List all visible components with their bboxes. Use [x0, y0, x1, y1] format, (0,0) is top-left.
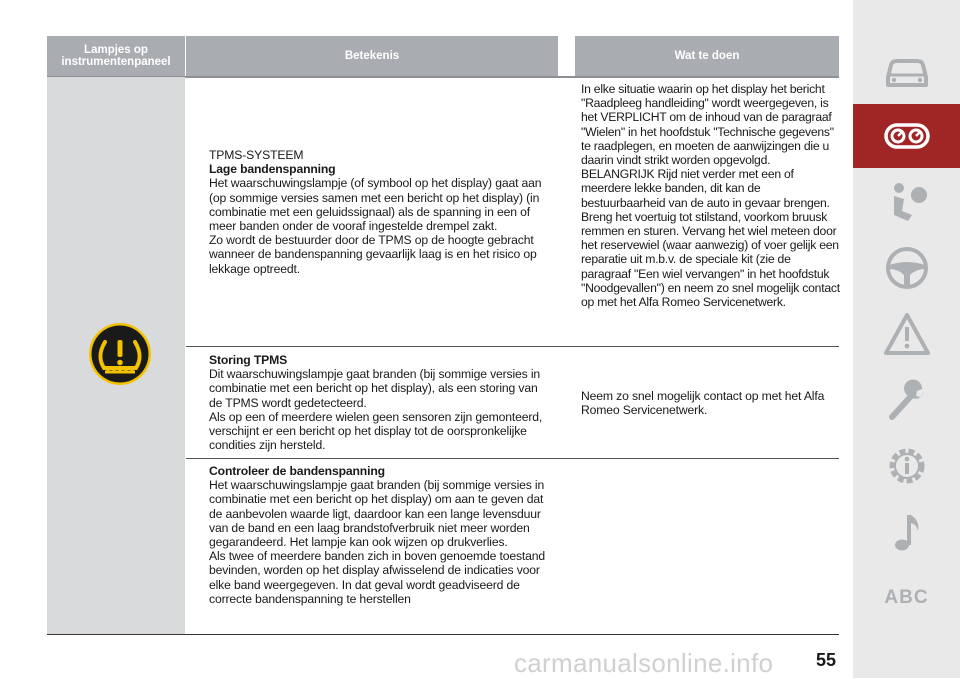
header-wat-te-doen [575, 36, 839, 76]
sidebar-item-dashboard[interactable] [853, 104, 960, 168]
sidebar-item-car[interactable] [853, 38, 960, 102]
row1-title: Lage bandenspanning [209, 162, 336, 177]
row-separator-1 [186, 346, 839, 347]
row-separator-2 [186, 458, 839, 459]
row3-meaning [209, 464, 551, 606]
sidebar-item-airbag[interactable] [853, 170, 960, 234]
row2-body: Dit waarschuwingslampje gaat branden (bij sommige versies in combinatie met een bericht op het display), als een storing van de TPMS wordt gedetecteerd. Als op een of meerdere wielen geen sensoren zijn gemonteerd, verschijnt er een bericht op het display tot de oorspronkelijke condities zijn hersteld. [209, 367, 543, 453]
car-icon [882, 47, 932, 93]
sidebar-item-steering[interactable] [853, 236, 960, 300]
warning-triangle-icon [882, 311, 932, 357]
row1-meaning [209, 148, 551, 276]
wrench-icon [882, 377, 932, 423]
sidebar-item-warning[interactable] [853, 302, 960, 366]
dashboard-icon [882, 113, 932, 159]
sidebar-item-info[interactable] [853, 434, 960, 498]
table-bottom-line [47, 634, 839, 635]
sidebar-item-wrench[interactable] [853, 368, 960, 432]
tpms-warning-lamp-icon [88, 322, 152, 386]
row3-title: Controleer de bandenspanning [209, 464, 385, 478]
header-betekenis-label: Betekenis [344, 50, 400, 62]
watermark: carmanualsonline.info [514, 648, 774, 678]
sidebar-item-abc[interactable] [853, 566, 960, 630]
header-betekenis [186, 36, 558, 76]
header-lampjes [47, 36, 185, 76]
row2-meaning [209, 353, 554, 452]
page-number: 55 [816, 650, 837, 670]
info-gear-icon [882, 443, 932, 489]
row1-body: Het waarschuwingslampje (of symbool op het display) gaat aan (op sommige versies samen met een bericht op het display) (in combinatie met een geluidssignaal) als de spanning in een of meer banden onder de vooraf ingestelde drempel zakt. Zo wordt de bestuurder door de TPMS op de hoogte gebracht wanneer de bandenspanning gevaarlijk laag is en het risico op lekkage optreedt. [209, 176, 542, 276]
row2-action: Neem zo snel mogelijk contact op met het Alfa Romeo Servicenetwerk. [581, 389, 825, 418]
header-lampjes-label: Lampjes op instrumentenpaneel [61, 44, 171, 68]
row2-title: Storing TPMS [209, 353, 288, 367]
header-wat-te-doen-label: Wat te doen [674, 50, 740, 62]
row3-body: Het waarschuwingslampje gaat branden (bij sommige versies in combinatie met een bericht op het display) om aan te geven dat de aanbevolen waarde ligt, daardoor kan een lange levensduur van de band en een laag brandstofverbruik niet meer worden gegarandeerd. Het lampje kan ook wijzen op drukverlies. Als twee of meerdere banden zich in boven genoemde toestand bevinden, worden op het display afwisselend de indicaties voor elke band weergegeven. In dat geval wordt geadviseerd de correcte bandenspanning te herstellen [209, 478, 546, 606]
row1-action: In elke situatie waarin op het display het bericht "Raadpleeg handleiding" wordt weergegeven, is het VERPLICHT om de inhoud van de paragraaf "Wielen" in het hoofdstuk "Technische gegevens" te raadplegen, en moeten de aanwijzingen die u daarin vindt strikt worden opgevolgd. BELANGRIJK Rijd niet verder met een of meerdere lekke banden, dit kan de bestuurbaarheid van de auto in gevaar brengen. Breng het voertuig tot stilstand, voorkom bruusk remmen en sturen. Vervang het wiel meteen door het reservewiel (waar aanwezig) of voer gelijk een reparatie uit m.b.v. de speciale kit (zie de paragraaf "Een wiel vervangen" in het hoofdstuk "Noodgevallen") en neem zo snel mogelijk contact op met het Alfa Romeo Servicenetwerk. [581, 82, 840, 310]
abc-label: ABC [884, 587, 929, 608]
airbag-person-icon [882, 179, 932, 225]
sidebar-item-music[interactable] [853, 500, 960, 564]
steering-wheel-icon [882, 245, 932, 291]
music-note-icon [882, 509, 932, 555]
row1-system-label: TPMS-SYSTEEM [209, 148, 304, 162]
